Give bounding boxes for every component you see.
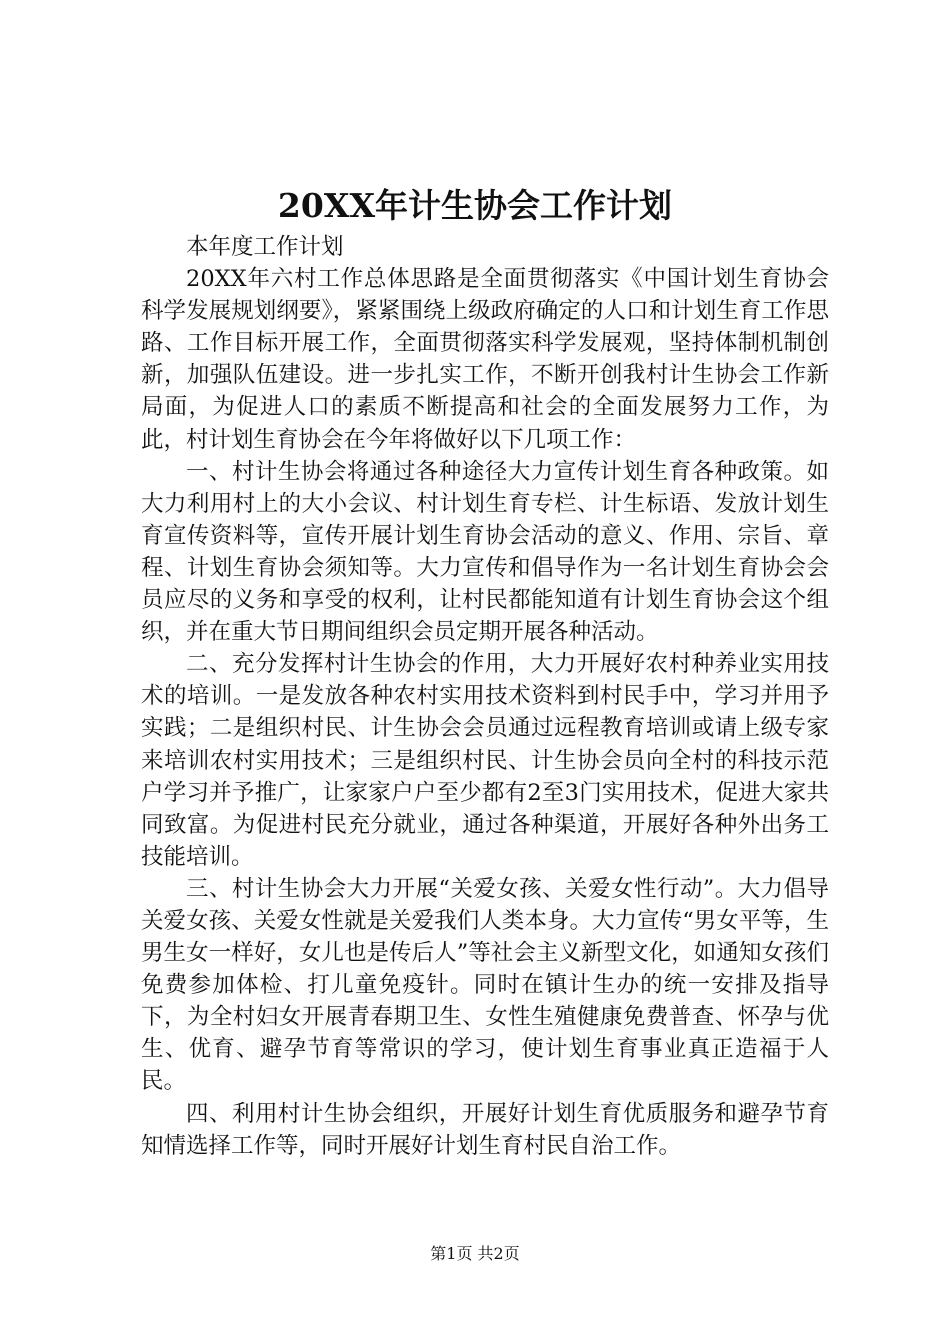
paragraph-item-3: 三、村计生协会大力开展“关爱女孩、关爱女性行动”。大力倡导关爱女孩、关爱女性就是关爱我们人类本身。大力宣传“男女平等，生男生女一样好，女儿也是传后人”等社会主义新型文化，如通知女孩们免费参加体检、打儿童免疫针。同时在镇计生办的统一安排及指导下，为全村妇女开展青春期卫生、女性生殖健康免费普查、怀孕与优生、优育、避孕节育等常识的学习，使计划生育事业真正造福于人民。	[141, 875, 829, 1095]
paragraph-item-1: 一、村计生协会将通过各种途径大力宣传计划生育各种政策。如大力利用村上的大小会议、村计划生育专栏、计生标语、发放计划生育宣传资料等，宣传开展计划生育协会活动的意义、作用、宗旨、章程、计划生育协会须知等。大力宣传和倡导作为一名计划生育协会会员应尽的义务和享受的权利，让村民都能知道有计划生育协会这个组织，并在重大节日期间组织会员定期开展各种活动。	[141, 458, 829, 646]
page-footer: 第1页 共2页	[430, 1244, 520, 1263]
paragraph-intro: 20XX年六村工作总体思路是全面贯彻落实《中国计划生育协会科学发展规划纲要》，紧紧围绕上级政府确定的人口和计划生育工作思路、工作目标开展工作，全面贯彻落实科学发展观，坚持体制机制创新，加强队伍建设。进一步扎实工作，不断开创我村计生协会工作新局面，为促进人口的素质不断提高和社会的全面发展努力工作，为此，村计划生育协会在今年将做好以下几项工作：	[141, 266, 829, 453]
document-title: 20XX年计生协会工作计划	[277, 186, 673, 225]
paragraph-item-4: 四、利用村计生协会组织，开展好计划生育优质服务和避孕节育知情选择工作等，同时开展好计划生育村民自治工作。	[141, 1100, 829, 1159]
document-body	[141, 231, 829, 1162]
paragraph-item-2: 二、充分发挥村计生协会的作用，大力开展好农村种养业实用技术的培训。一是发放各种农村实用技术资料到村民手中，学习并用予实践；二是组织村民、计生协会会员通过远程教育培训或请上级专家来培训农村实用技术；三是组织村民、计生协会员向全村的科技示范户学习并予推广，让家家户户至少都有2至3门实用技术，促进大家共同致富。为促进村民充分就业，通过各种渠道，开展好各种外出务工技能培训。	[141, 651, 829, 870]
paragraph-subtitle: 本年度工作计划	[186, 234, 344, 260]
